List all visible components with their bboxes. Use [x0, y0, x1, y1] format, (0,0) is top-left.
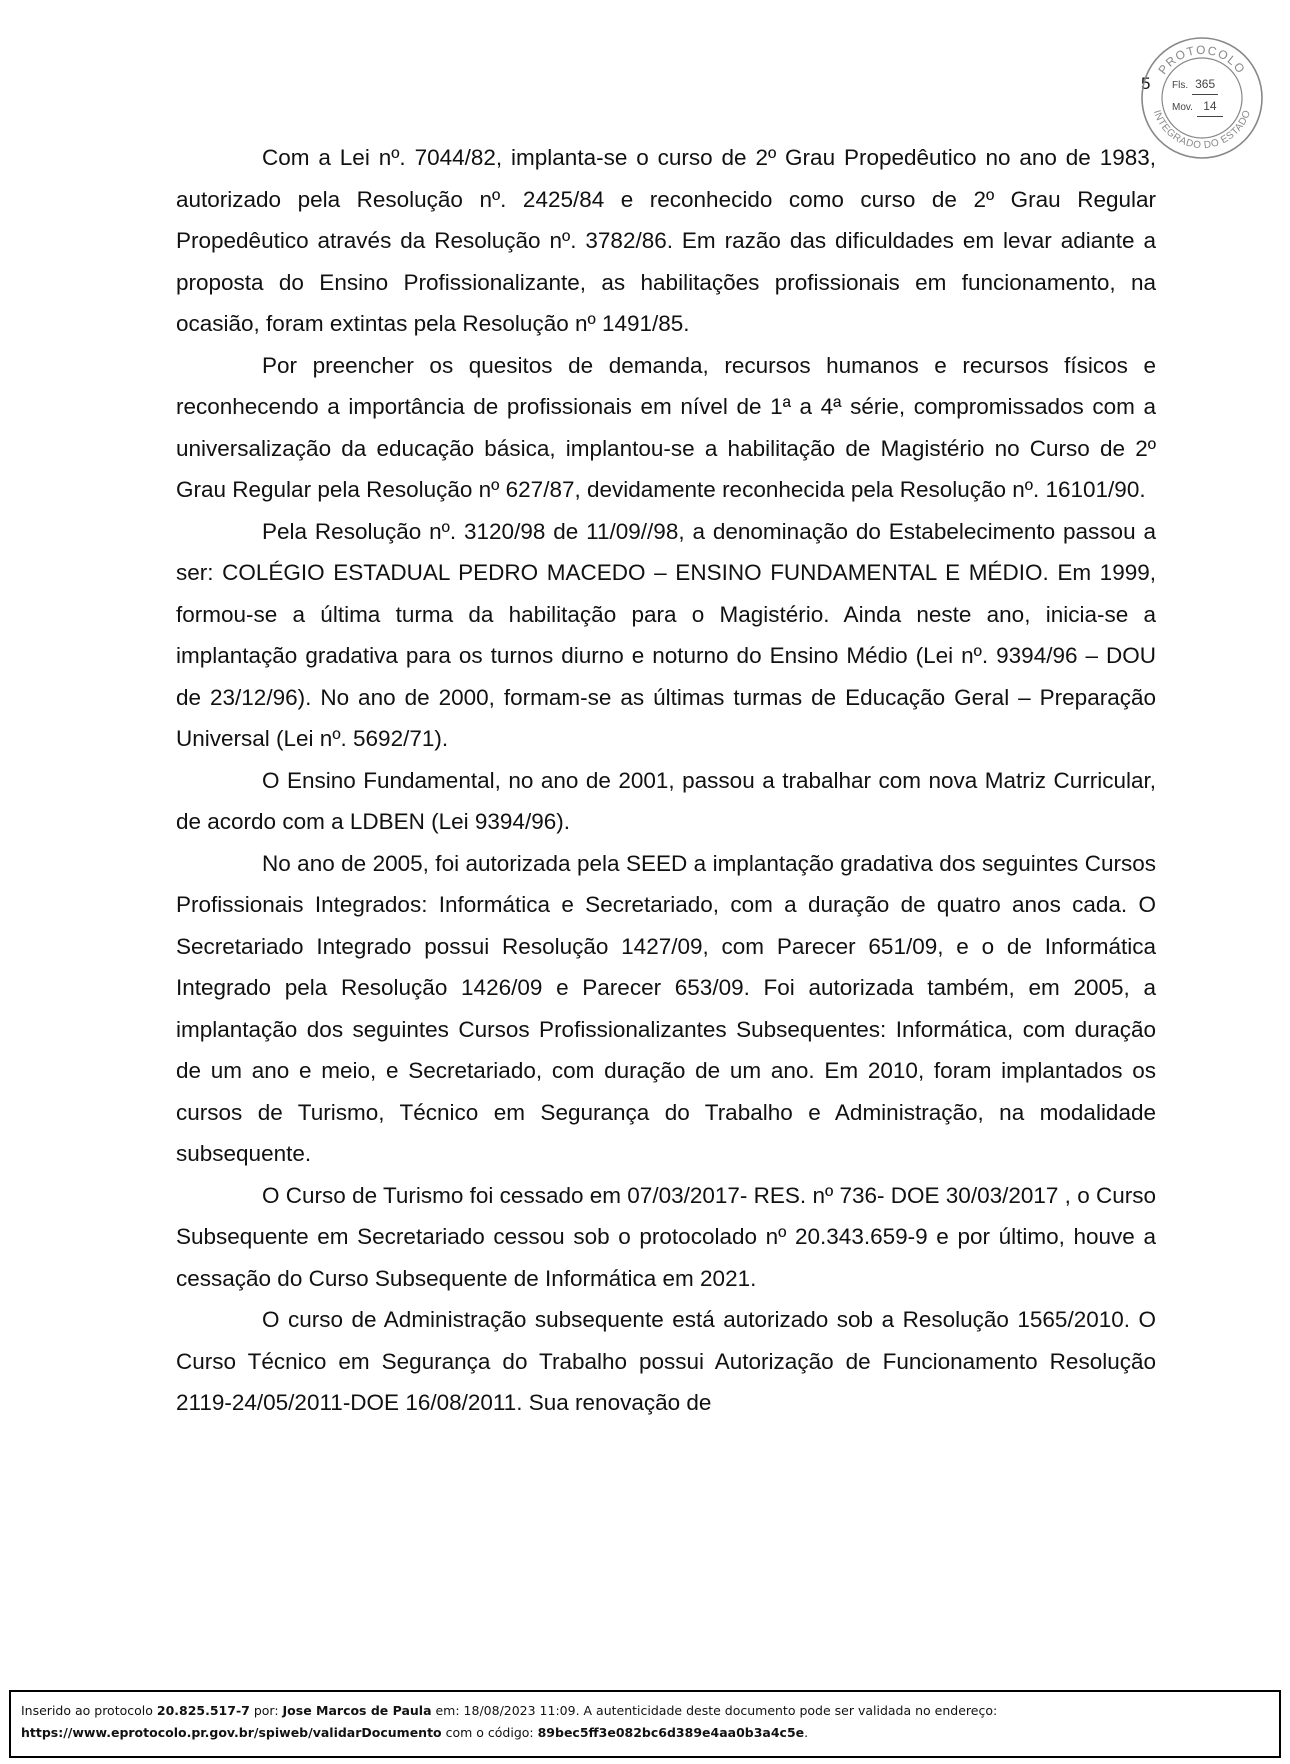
footer-text: Inserido ao protocolo	[21, 1703, 157, 1718]
stamp-arc-top: PROTOCOLO	[1155, 42, 1249, 77]
validation-url[interactable]: https://www.eprotocolo.pr.gov.br/spiweb/validarDocumento	[21, 1725, 442, 1740]
protocol-stamp	[1140, 36, 1264, 160]
validation-code: 89bec5ff3e082bc6d389e4aa0b3a4c5e	[537, 1725, 805, 1740]
paragraph: Por preencher os quesitos de demanda, recursos humanos e recursos físicos e reconhecendo a importância de profissionais em nível de 1ª a 4ª série, compromissados com a universalização da educação básica, implantou-se a habilitação de Magistério no Curso de 2º Grau Regular pela Resolução nº 627/87, devidamente reconhecida pela Resolução nº. 16101/90.	[176, 352, 1156, 502]
stamp-arc-bottom: INTEGRADO DO ESTADO	[1150, 108, 1254, 152]
mov-label: Mov.	[1172, 102, 1193, 113]
paragraph: Com a Lei nº. 7044/82, implanta-se o curso de 2º Grau Propedêutico no ano de 1983, autorizado pela Resolução nº. 2425/84 e reconhecido como curso de 2º Grau Regular Propedêutico através da Resolução nº. 3782/86. Em razão das dificuldades em levar adiante a proposta do Ensino Profissionalizante, as habilitações profissionais em funcionamento, na ocasião, foram extintas pela Resolução nº 1491/85.	[176, 145, 1156, 336]
footer-text: com o código:	[441, 1725, 538, 1740]
fls-value: 365	[1192, 74, 1218, 95]
fls-label: Fls.	[1172, 80, 1189, 91]
paragraph: O curso de Administração subsequente está autorizado sob a Resolução 1565/2010. O Curso Técnico em Segurança do Trabalho possui Autorização de Funcionamento Resolução 2119-24/05/2011-DOE 16/08/2011. Sua renovação de	[176, 1307, 1156, 1415]
document-body	[176, 137, 1156, 1424]
footer-text: .	[804, 1725, 809, 1740]
mov-value: 14	[1197, 96, 1223, 117]
paragraph: O Ensino Fundamental, no ano de 2001, passou a trabalhar com nova Matriz Curricular, de acordo com a LDBEN (Lei 9394/96).	[176, 767, 1156, 834]
protocol-footer	[9, 1690, 1281, 1758]
author-name: Jose Marcos de Paula	[282, 1703, 432, 1718]
page-number: 5	[1141, 74, 1151, 93]
protocol-number: 20.825.517-7	[156, 1703, 250, 1718]
paragraph: No ano de 2005, foi autorizada pela SEED a implantação gradativa dos seguintes Cursos Profissionais Integrados: Informática e Secretariado, com a duração de quatro anos cada. O Secretariado Integrado possui Resolução 1427/09, com Parecer 651/09, e o de Informática Integrado pela Resolução 1426/09 e Parecer 653/09. Foi autorizada também, em 2005, a implantação dos seguintes Cursos Profissionalizantes Subsequentes: Informática, com duração de um ano e meio, e Secretariado, com duração de um ano. Em 2010, foram implantados os cursos de Turismo, Técnico em Segurança do Trabalho e Administração, na modalidade subsequente.	[176, 850, 1156, 1166]
footer-text: por:	[249, 1703, 283, 1718]
paragraph: Pela Resolução nº. 3120/98 de 11/09//98, a denominação do Estabelecimento passou a ser: COLÉGIO ESTADUAL PEDRO MACEDO – ENSINO FUNDAMENTAL E MÉDIO. Em 1999, formou-se a última turma da habilitação para o Magistério. Ainda neste ano, inicia-se a implantação gradativa para os turnos diurno e noturno do Ensino Médio (Lei nº. 9394/96 – DOU de 23/12/96). No ano de 2000, formam-se as últimas turmas de Educação Geral – Preparação Universal (Lei nº. 5692/71).	[176, 518, 1156, 751]
paragraph: O Curso de Turismo foi cessado em 07/03/2017- RES. nº 736- DOE 30/03/2017 , o Curso Subsequente em Secretariado cessou sob o protocolado nº 20.343.659-9 e por último, houve a cessação do Curso Subsequente de Informática em 2021.	[176, 1182, 1156, 1291]
footer-text: em: 18/08/2023 11:09. A autenticidade deste documento pode ser validada no endereço:	[431, 1703, 998, 1718]
